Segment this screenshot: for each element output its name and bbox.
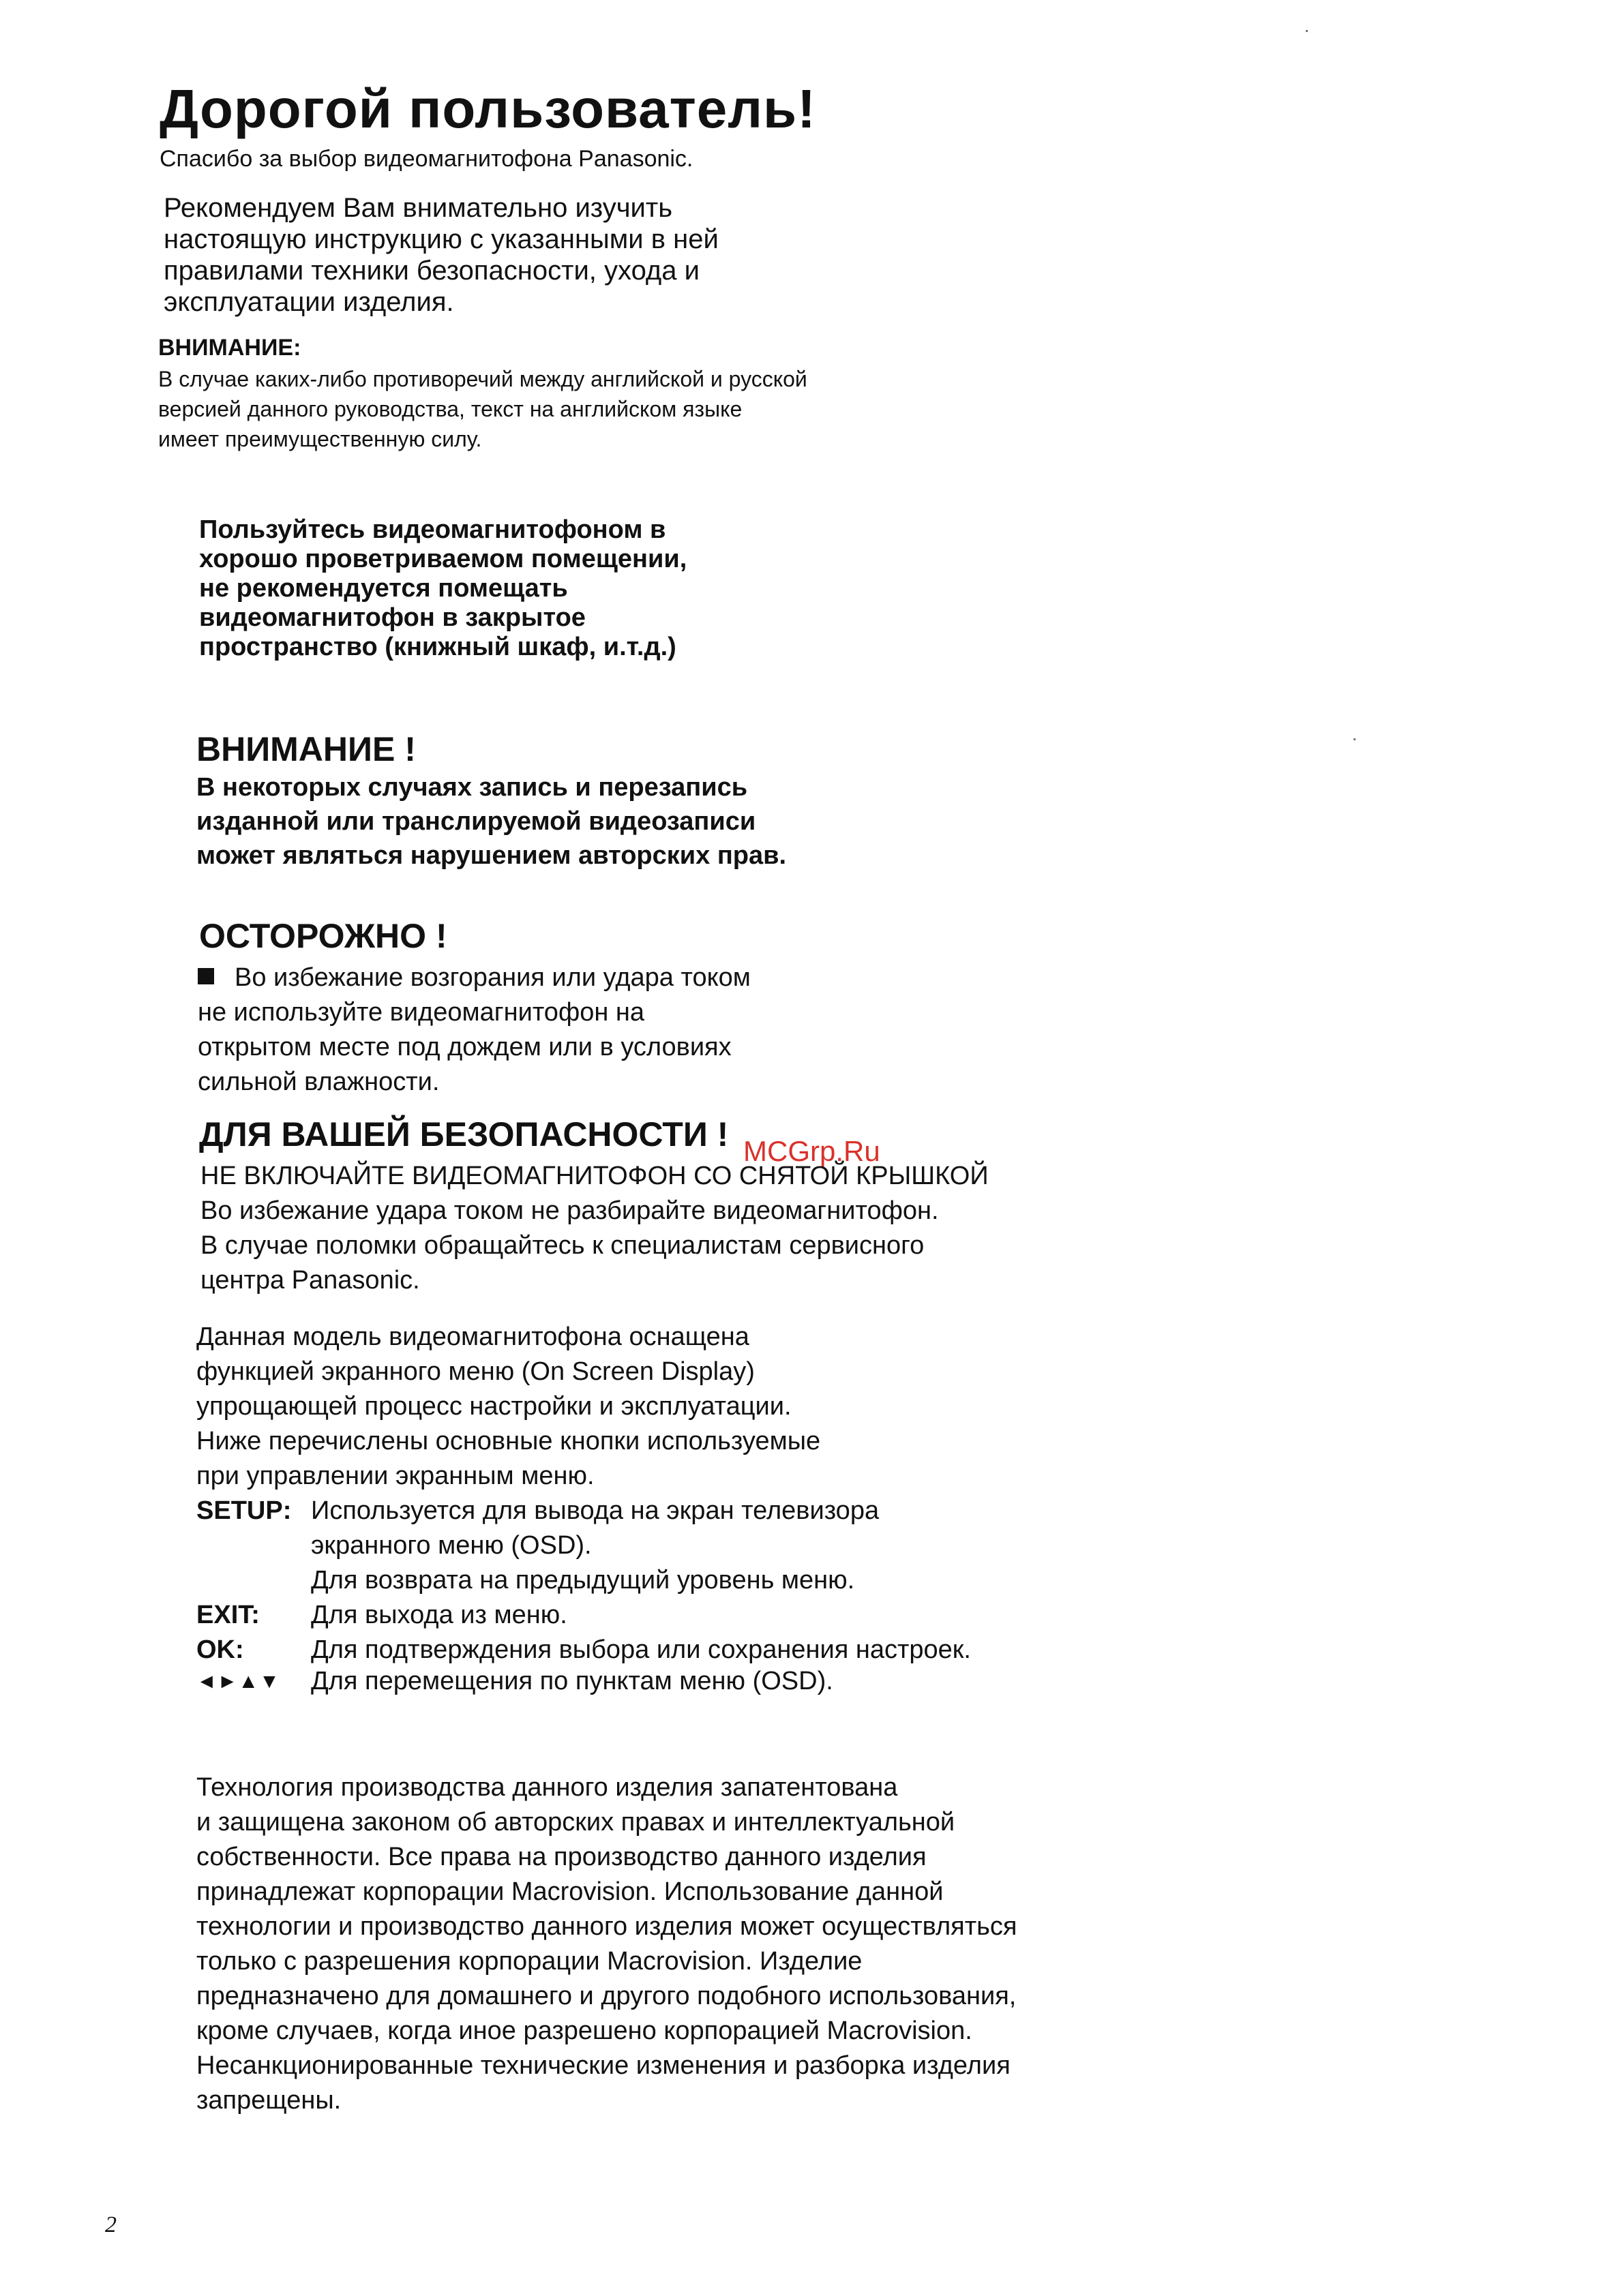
key-description-line: экранного меню (OSD). <box>311 1531 592 1560</box>
copyright-warning-heading: ВНИМАНИЕ ! <box>196 730 416 768</box>
copyright-warning-line: В некоторых случаях запись и перезапись <box>196 773 748 802</box>
safety-line: центра Panasonic. <box>200 1266 420 1295</box>
safety-line: Во избежание удара током не разбирайте видеомагнитофон. <box>200 1196 939 1225</box>
macrovision-line: только с разрешения корпорации Macrovision. Изделие <box>196 1947 863 1976</box>
notice-paragraph <box>158 364 807 454</box>
macrovision-line: Несанкционированные технические изменения и разборка изделия <box>196 2051 1011 2080</box>
caution-paragraph <box>198 961 751 1100</box>
osd-intro-line: при управлении экранным меню. <box>196 1462 595 1490</box>
copyright-warning-line: может являться нарушением авторских прав. <box>196 841 787 870</box>
safety-line: В случае поломки обращайтесь к специалистам сервисного <box>200 1231 925 1260</box>
macrovision-line: принадлежат корпорации Macrovision. Использование данной <box>196 1877 944 1906</box>
macrovision-line: собственности. Все права на производство данного изделия <box>196 1843 927 1871</box>
copyright-warning-paragraph <box>196 770 786 873</box>
osd-intro-line: Данная модель видеомагнитофона оснащена <box>196 1323 749 1351</box>
safety-heading: ДЛЯ ВАШЕЙ БЕЗОПАСНОСТИ ! <box>199 1115 729 1153</box>
caution-line: не используйте видеомагнитофон на <box>198 998 644 1027</box>
copyright-warning-line: изданной или транслируемой видеозаписи <box>196 807 756 836</box>
watermark: MCGrp.Ru <box>743 1135 880 1167</box>
osd-intro-line: функцией экранного меню (On Screen Display) <box>196 1357 755 1386</box>
ventilation-line: Пользуйтесь видеомагнитофоном в <box>199 515 666 544</box>
caution-line <box>198 961 751 995</box>
macrovision-line: Технология производства данного изделия запатентована <box>196 1773 898 1802</box>
osd-intro-line: упрощающей процесс настройки и эксплуатации. <box>196 1392 792 1421</box>
caution-line: сильной влажности. <box>198 1068 440 1096</box>
recommendation-line: Рекомендуем Вам внимательно изучить <box>164 193 673 223</box>
safety-line: НЕ ВКЛЮЧАЙТЕ ВИДЕОМАГНИТОФОН СО СНЯТОЙ КРЫШКОЙ <box>200 1162 989 1190</box>
recommendation-line: настоящую инструкцию с указанными в ней <box>164 224 719 254</box>
recommendation-line: эксплуатации изделия. <box>164 287 454 317</box>
key-label: SETUP: <box>196 1496 292 1525</box>
macrovision-line: кроме случаев, когда иное разрешено корпорацией Macrovision. <box>196 2016 972 2045</box>
ventilation-line: пространство (книжный шкаф, и.т.д.) <box>199 633 676 661</box>
caution-line-text: Во избежание возгорания или удара током <box>235 963 751 992</box>
key-description <box>311 1494 879 1598</box>
ventilation-line: не рекомендуется помещать <box>199 574 568 603</box>
safety-paragraph <box>200 1159 989 1298</box>
recommendation-paragraph <box>164 192 719 318</box>
macrovision-line: и защищена законом об авторских правах и интеллектуальной <box>196 1808 955 1837</box>
ventilation-line: видеомагнитофон в закрытое <box>199 603 586 632</box>
macrovision-paragraph <box>196 1770 1017 2118</box>
key-description-line: Используется для вывода на экран телевизора <box>311 1496 880 1525</box>
subtitle: Спасибо за выбор видеомагнитофона Panasonic. <box>160 146 693 172</box>
page-title: Дорогой пользователь! <box>160 78 816 139</box>
notice-label: ВНИМАНИЕ: <box>158 335 301 361</box>
notice-line: имеет преимущественную силу. <box>158 427 482 451</box>
recommendation-line: правилами техники безопасности, ухода и <box>164 256 700 286</box>
caution-line: открытом месте под дождем или в условиях <box>198 1033 732 1061</box>
key-description: Для подтверждения выбора или сохранения настроек. <box>311 1635 971 1664</box>
osd-intro-paragraph <box>196 1320 820 1494</box>
notice-line: версией данного руководства, текст на английском языке <box>158 397 743 421</box>
page-number: 2 <box>105 2212 117 2237</box>
key-label: EXIT: <box>196 1601 260 1629</box>
macrovision-line: технологии и производство данного изделия может осуществляться <box>196 1912 1017 1941</box>
key-description: Для выхода из меню. <box>311 1601 567 1629</box>
key-label: OK: <box>196 1635 244 1664</box>
notice-line: В случае каких-либо противоречий между английской и русской <box>158 367 807 391</box>
scan-speck <box>1306 30 1308 32</box>
key-description: Для перемещения по пунктам меню (OSD). <box>311 1667 833 1695</box>
macrovision-line: запрещены. <box>196 2086 342 2115</box>
square-bullet-icon <box>198 968 214 984</box>
caution-heading: ОСТОРОЖНО ! <box>199 917 447 955</box>
osd-intro-line: Ниже перечислены основные кнопки используемые <box>196 1427 821 1455</box>
scan-speck <box>1354 738 1356 740</box>
key-description-line: Для возврата на предыдущий уровень меню. <box>311 1566 855 1595</box>
ventilation-line: хорошо проветриваемом помещении, <box>199 545 687 573</box>
ventilation-warning <box>199 515 687 662</box>
arrow-keys-icon: ◄►▲▼ <box>196 1670 280 1693</box>
macrovision-line: предназначено для домашнего и другого подобного использования, <box>196 1982 1017 2010</box>
